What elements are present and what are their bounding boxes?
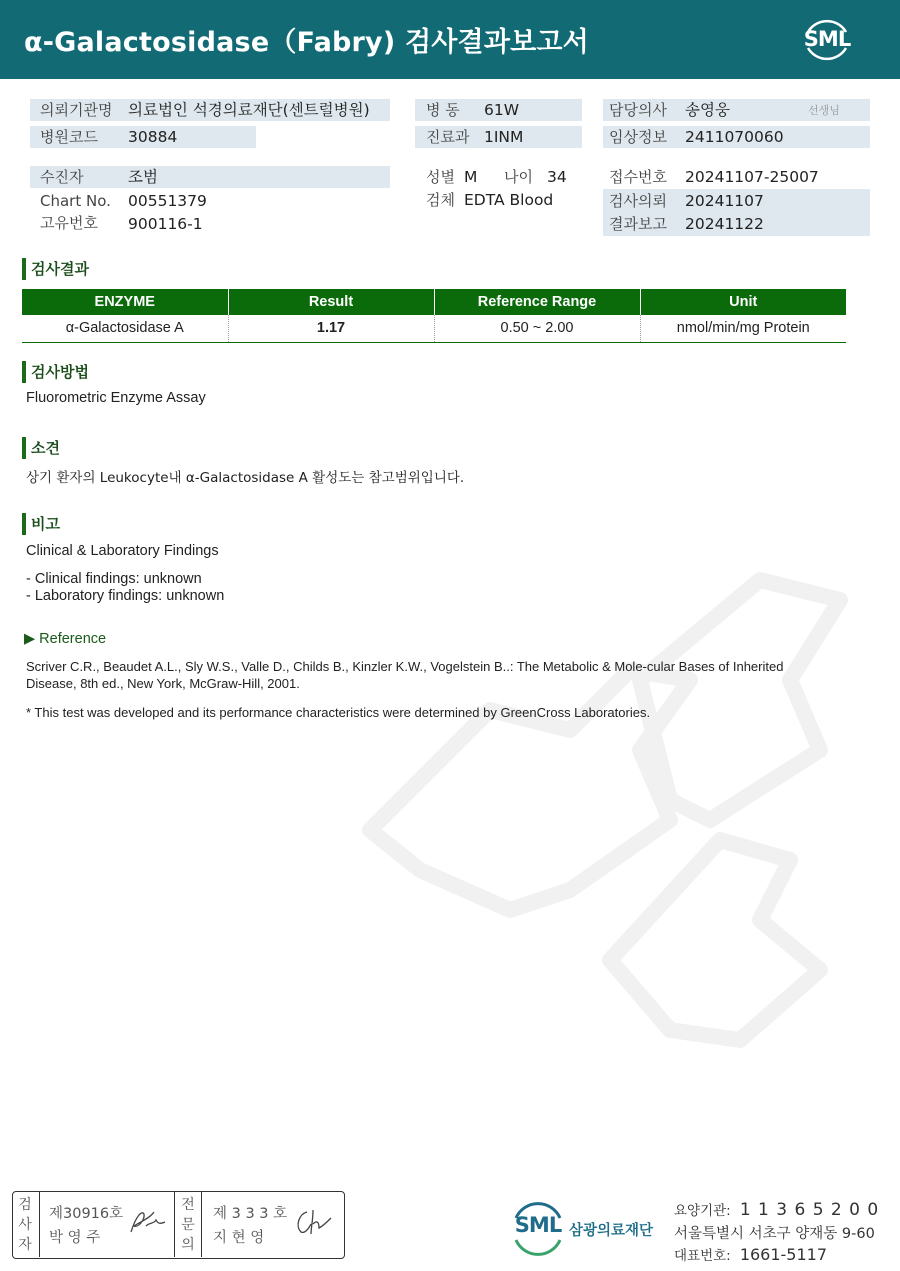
- chart-no-label: Chart No.: [40, 192, 111, 210]
- sml-logo: [800, 12, 854, 66]
- reference-note: * This test was developed and its performance characteristics were determined by GreenCross Laboratories.: [26, 705, 651, 720]
- col-enzyme: ENZYME: [22, 289, 228, 315]
- patient-value: 조범: [128, 168, 158, 186]
- doctor-value: 송영웅: [685, 101, 730, 119]
- section-result-title: 검사결과: [31, 260, 89, 278]
- ward-value: 61W: [484, 101, 520, 119]
- remarks-line-clinical: - Clinical findings: unknown: [26, 571, 202, 587]
- col-result: Result: [228, 289, 434, 315]
- doctor-suffix: 선생님: [808, 104, 840, 117]
- remarks-heading: Clinical & Laboratory Findings: [26, 543, 219, 559]
- receipt-value: 20241107-25007: [685, 168, 819, 186]
- dept-label: 진료과: [426, 128, 470, 146]
- footer-code-label: 요양기관:: [674, 1203, 731, 1219]
- section-remarks-title: 비고: [31, 515, 60, 533]
- specimen-value: EDTA Blood: [464, 191, 554, 209]
- section-bar: [22, 258, 26, 280]
- report-header: [0, 0, 900, 79]
- reference-heading: ▶ Reference: [24, 631, 107, 647]
- signature-divider: [201, 1192, 202, 1257]
- enzyme-cell: α-Galactosidase A: [22, 315, 228, 342]
- report-date-value: 20241122: [685, 215, 764, 233]
- result-cell: 1.17: [228, 315, 434, 342]
- signer2-license: 제 3 3 3 호: [213, 1206, 288, 1222]
- signer1-role-char: 사: [18, 1217, 32, 1233]
- col-reference-range: Reference Range: [434, 289, 640, 315]
- request-value: 20241107: [685, 192, 764, 210]
- signer2-role-char: 의: [181, 1237, 195, 1253]
- hospital-code-value: 30884: [128, 128, 178, 146]
- signer1-name: 박 영 주: [49, 1230, 101, 1246]
- ward-label: 병 동: [426, 101, 460, 119]
- signer1-role-char: 검: [18, 1197, 32, 1213]
- patient-row: [30, 166, 390, 188]
- age-label: 나이: [504, 168, 533, 186]
- footer-logo: [510, 1198, 670, 1258]
- signer1-role-char: 자: [18, 1237, 32, 1253]
- reference-line-1: Scriver C.R., Beaudet A.L., Sly W.S., Valle D., Childs B., Kinzler K.W., Vogelstein B..: The Metabolic & Mole-cular Bases of Inherited: [26, 659, 784, 674]
- unit-cell: nmol/min/mg Protein: [640, 315, 846, 342]
- signature-divider: [174, 1192, 175, 1257]
- logo-text: SML: [803, 27, 851, 51]
- institution-label: 의뢰기관명: [40, 101, 113, 119]
- signer2-role-char: 문: [181, 1217, 195, 1233]
- institution-value: 의료법인 석경의료재단(센트럴병원): [128, 101, 370, 119]
- receipt-label: 접수번호: [609, 168, 667, 186]
- signer2-signature-icon: [293, 1206, 337, 1238]
- signer1-license: 제30916호: [49, 1206, 124, 1222]
- hospital-code-label: 병원코드: [40, 128, 98, 146]
- patient-label: 수진자: [40, 168, 84, 186]
- dept-value: 1INM: [484, 128, 524, 146]
- signature-box: [12, 1191, 345, 1259]
- clinical-label: 임상정보: [609, 128, 667, 146]
- watermark-cross-icon: [340, 540, 900, 1070]
- section-opinion-title: 소견: [31, 439, 60, 457]
- footer-logo-text: SML: [514, 1213, 562, 1237]
- footer-phone-value: 1661-5117: [739, 1245, 828, 1264]
- unique-no-label: 고유번호: [40, 214, 98, 232]
- footer-phone-label: 대표번호:: [674, 1248, 731, 1264]
- doctor-label: 담당의사: [609, 101, 667, 119]
- reference-range-cell: 0.50 ~ 2.00: [434, 315, 640, 342]
- method-text: Fluorometric Enzyme Assay: [26, 390, 206, 406]
- signer2-role-char: 전: [181, 1197, 195, 1213]
- footer-code-value: 1 1 3 6 5 2 0 0: [739, 1200, 880, 1220]
- signer2-name: 지 현 영: [213, 1230, 265, 1246]
- footer-phone-line: [674, 1244, 827, 1264]
- footer-code-line: [674, 1199, 879, 1220]
- col-unit: Unit: [640, 289, 846, 315]
- request-label: 검사의뢰: [609, 192, 667, 210]
- result-table-header: [22, 289, 846, 315]
- sex-value: M: [464, 168, 478, 186]
- reference-line-2: Disease, 8th ed., New York, McGraw-Hill, 2001.: [26, 676, 300, 691]
- section-method-title: 검사방법: [31, 363, 89, 381]
- footer-address: 서울특별시 서초구 양재동 9-60: [674, 1226, 875, 1242]
- section-bar: [22, 361, 26, 383]
- clinical-value: 2411070060: [685, 128, 784, 146]
- chart-no-value: 00551379: [128, 192, 207, 210]
- report-title: α-Galactosidase（Fabry) 검사결과보고서: [24, 27, 589, 58]
- footer-org-name: 삼광의료재단: [569, 1223, 654, 1239]
- remarks-line-laboratory: - Laboratory findings: unknown: [26, 588, 225, 604]
- age-value: 34: [547, 168, 567, 186]
- signer1-signature-icon: [128, 1206, 168, 1238]
- sex-label: 성별: [426, 168, 455, 186]
- opinion-text: 상기 환자의 Leukocyte내 α-Galactosidase A 활성도는 참고범위입니다.: [26, 470, 465, 486]
- unique-no-value: 900116-1: [128, 215, 203, 233]
- specimen-label: 검체: [426, 191, 455, 209]
- section-bar: [22, 437, 26, 459]
- table-row: [22, 315, 846, 342]
- signature-divider: [39, 1192, 40, 1257]
- section-bar: [22, 513, 26, 535]
- report-date-label: 결과보고: [609, 215, 667, 233]
- result-table: [22, 289, 846, 343]
